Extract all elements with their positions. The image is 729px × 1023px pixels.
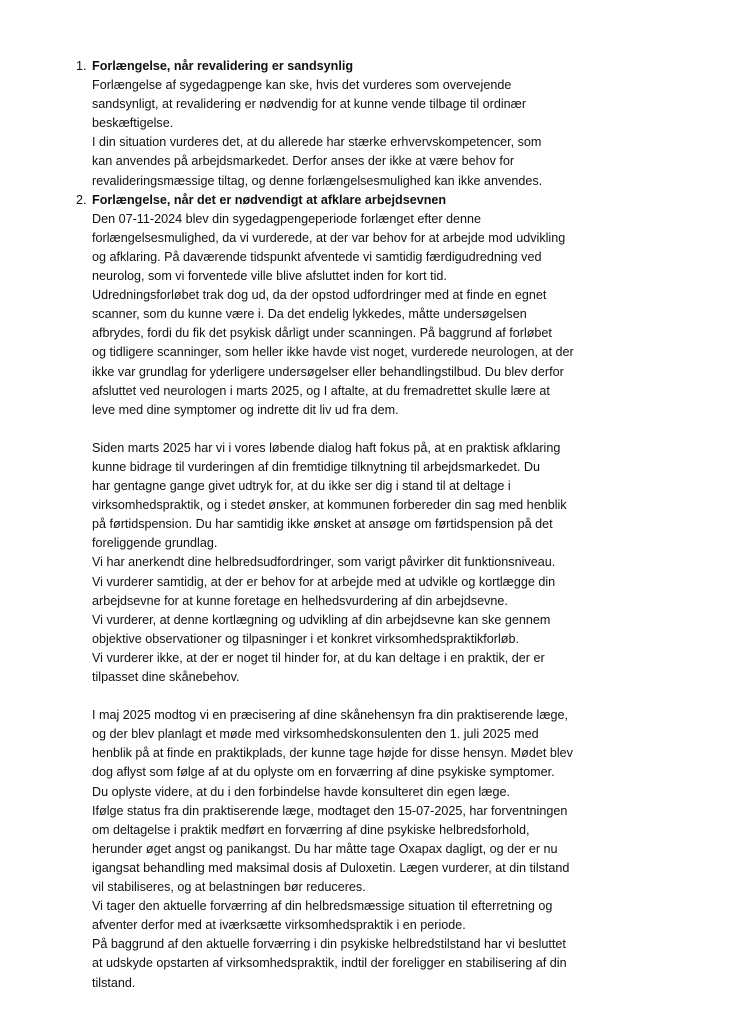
section-title: Forlængelse, når det er nødvendigt at afklare arbejdsevnen	[92, 192, 447, 207]
paragraph-break	[92, 420, 596, 439]
text-line: Du oplyste videre, at du i den forbindelse havde konsulteret din egen læge.	[92, 784, 510, 799]
section-body	[92, 76, 596, 191]
text-line: ikke var grundlag for yderligere undersøgelser eller behandlingstilbud. Du blev derfor	[92, 364, 564, 379]
text-line: virksomhedspraktik, og i stedet ønsker, at kommunen forbereder din sag med henblik	[92, 498, 567, 513]
text-line: beskæftigelse.	[92, 116, 174, 131]
text-line: Vi tager den aktuelle forværring af din helbredsmæssige situation til efterretning og	[92, 899, 553, 914]
text-line: og der blev planlagt et møde med virksomhedskonsulenten den 1. juli 2025 med	[92, 727, 539, 742]
text-line: I maj 2025 modtog vi en præcisering af dine skånehensyn fra din praktiserende læge,	[92, 708, 569, 723]
text-line: Forlængelse af sygedagpenge kan ske, hvis det vurderes som overvejende	[92, 78, 512, 93]
text-line: tilpasset dine skånebehov.	[92, 670, 240, 684]
text-line: på førtidspension. Du har samtidig ikke ønsket at ansøge om førtidspension på det	[92, 517, 553, 532]
list-item-1	[76, 57, 596, 191]
text-line: I din situation vurderes det, at du allerede har stærke erhvervskompetencer, som	[92, 135, 542, 150]
list-number: 2.	[76, 192, 87, 207]
text-line: forlængelsesmulighed, da vi vurderede, at der var behov for at arbejde mod udvikling	[92, 230, 566, 245]
document-body	[76, 57, 596, 993]
text-line: igangsat behandling med maksimal dosis af Duloxetin. Lægen vurderer, at din tilstand	[92, 860, 570, 875]
text-line: arbejdsevne for at kunne foretage en helhedsvurdering af din arbejdsevne.	[92, 593, 508, 608]
text-line: Vi vurderer ikke, at der er noget til hinder for, at du kan deltage i en praktik, der er	[92, 650, 545, 665]
text-line: og afklaring. På daværende tidspunkt afventede vi samtidig færdigudredning ved	[92, 249, 542, 264]
paragraph-break	[92, 687, 596, 706]
list-item-2	[76, 191, 596, 993]
text-line: Ifølge status fra din praktiserende læge, modtaget den 15-07-2025, har forventningen	[92, 803, 568, 818]
text-line: henblik på at finde en praktikplads, der kunne tage højde for disse hensyn. Mødet blev	[92, 746, 573, 761]
section-title: Forlængelse, når revalidering er sandsynlig	[92, 59, 354, 73]
text-line: foreliggende grundlag.	[92, 536, 218, 551]
text-line: sandsynligt, at revalidering er nødvendig for at kunne vende tilbage til ordinær	[92, 97, 527, 112]
text-line: kunne bidrage til vurderingen af din fremtidige tilknytning til arbejdsmarkedet. Du	[92, 459, 541, 474]
text-line: og tidligere scanninger, som heller ikke havde vist noget, vurderede neurologen, at der	[92, 345, 574, 360]
list-number: 1.	[76, 59, 87, 73]
text-line: scanner, som du kunne være i. Da det endelig lykkedes, måtte undersøgelsen	[92, 307, 527, 322]
text-line: Udredningsforløbet trak dog ud, da der opstod udfordringer med at finde en egnet	[92, 288, 547, 303]
text-line: Vi har anerkendt dine helbredsudfordringer, som varigt påvirker dit funktionsniveau.	[92, 555, 556, 570]
text-line: vil stabiliseres, og at belastningen bør reduceres.	[92, 880, 366, 895]
text-line: Vi vurderer, at denne kortlægning og udvikling af din arbejdsevne kan ske gennem	[92, 612, 551, 627]
text-line: neurolog, som vi forventede ville blive afsluttet inden for kort tid.	[92, 269, 447, 284]
text-line: dog aflyst som følge af at du oplyste om en forværring af dine psykiske symptomer.	[92, 765, 555, 780]
text-line: revalideringsmæssige tiltag, og denne forlængelsesmulighed kan ikke anvendes.	[92, 173, 543, 188]
text-line: har gentagne gange givet udtryk for, at du ikke ser dig i stand til at deltage i	[92, 479, 511, 494]
text-line: Vi vurderer samtidig, at der er behov for at arbejde med at udvikle og kortlægge din	[92, 574, 556, 589]
text-line: afsluttet ved neurologen i marts 2025, og I aftalte, at du fremadrettet skulle lære at	[92, 383, 550, 398]
text-line: at udskyde opstarten af virksomhedspraktik, indtil der foreligger en stabilisering af din	[92, 956, 567, 971]
text-line: afventer derfor med at iværksætte virksomhedspraktik i en periode.	[92, 918, 466, 933]
text-line: leve med dine symptomer og indrette dit liv ud fra dem.	[92, 402, 399, 417]
text-line: Siden marts 2025 har vi i vores løbende dialog haft fokus på, at en praktisk afklaring	[92, 440, 561, 455]
text-line: På baggrund af den aktuelle forværring i din psykiske helbredstilstand har vi besluttet	[92, 937, 566, 952]
text-line: tilstand.	[92, 975, 136, 990]
text-line: kan anvendes på arbejdsmarkedet. Derfor anses der ikke at være behov for	[92, 154, 515, 169]
text-line: om deltagelse i praktik medført en forværring af dine psykiske helbredsforhold,	[92, 822, 530, 837]
section-body	[92, 210, 596, 993]
text-line: herunder øget angst og panikangst. Du har måtte tage Oxapax dagligt, og der er nu	[92, 841, 558, 856]
text-line: objektive observationer og tilpasninger i et konkret virksomhedspraktikforløb.	[92, 631, 519, 646]
text-line: Den 07-11-2024 blev din sygedagpengeperiode forlænget efter denne	[92, 211, 482, 226]
text-line: afbrydes, fordi du fik det psykisk dårligt under scanningen. På baggrund af forløbet	[92, 326, 552, 341]
